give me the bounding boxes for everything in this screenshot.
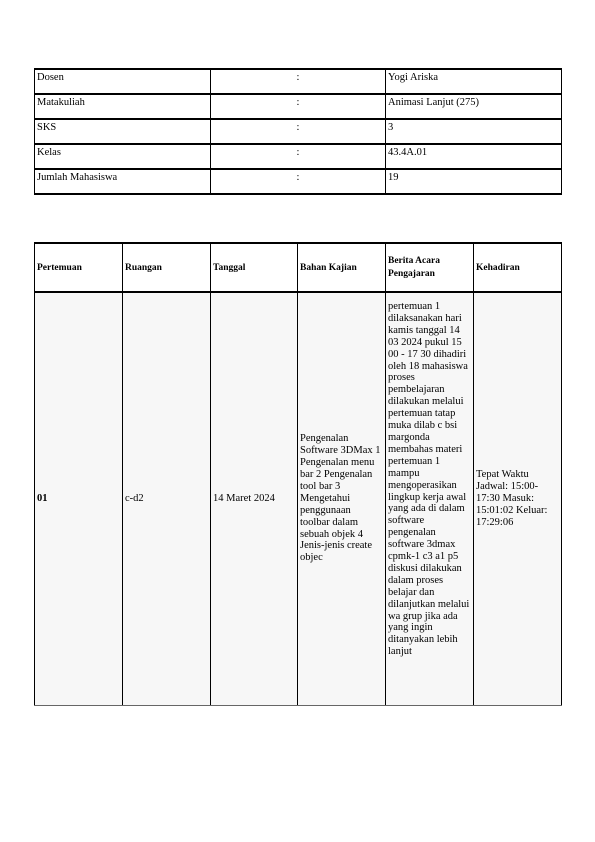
cell-berita-acara: pertemuan 1 dilaksanakan hari kamis tanggal 14 03 2024 pukul 15 00 - 17 30 dihadiri oleh 18 mahasiswa proses pembelajaran dilakukan melalui pertemuan tatap muka dilab c bsi margonda membahas materi pertemuan 1 mampu mengoperasikan lingkup kerja awal yang ada di dalam software pengenalan software 3dmax cpmk-1 c3 a1 p5 diskusi dilakukan dalam proses belajar dan dilanjutkan melalui wa grup jika ada yang ingin ditanyakan lebih lanjut (386, 292, 474, 705)
course-info-table (34, 68, 562, 195)
header-tanggal: Tanggal (211, 243, 298, 292)
attendance-table (34, 242, 562, 706)
cell-pertemuan: 01 (35, 292, 123, 705)
info-row-dosen (35, 69, 562, 94)
info-value: Animasi Lanjut (275) (386, 94, 562, 119)
info-label: Jumlah Mahasiswa (35, 169, 211, 194)
header-bahan-kajian: Bahan Kajian (298, 243, 386, 292)
info-value: 43.4A.01 (386, 144, 562, 169)
cell-bahan-kajian: Pengenalan Software 3DMax 1 Pengenalan menu bar 2 Pengenalan tool bar 3 Mengetahui penggunaan toolbar dalam sebuah objek 4 Jenis-jenis create objec (298, 292, 386, 705)
info-label: SKS (35, 119, 211, 144)
cell-tanggal: 14 Maret 2024 (211, 292, 298, 705)
info-separator: : (211, 119, 386, 144)
cell-ruangan: c-d2 (123, 292, 211, 705)
info-label: Kelas (35, 144, 211, 169)
info-separator: : (211, 94, 386, 119)
info-row-kelas (35, 144, 562, 169)
info-value: Yogi Ariska (386, 69, 562, 94)
header-kehadiran: Kehadiran (474, 243, 562, 292)
header-berita-acara: Berita Acara Pengajaran (386, 243, 474, 292)
info-label: Dosen (35, 69, 211, 94)
header-ruangan: Ruangan (123, 243, 211, 292)
info-separator: : (211, 69, 386, 94)
info-value: 3 (386, 119, 562, 144)
info-label: Matakuliah (35, 94, 211, 119)
header-pertemuan: Pertemuan (35, 243, 123, 292)
info-row-sks (35, 119, 562, 144)
table-row (35, 292, 562, 705)
info-value: 19 (386, 169, 562, 194)
info-row-jumlah-mahasiswa (35, 169, 562, 194)
info-row-matakuliah (35, 94, 562, 119)
info-separator: : (211, 169, 386, 194)
cell-kehadiran: Tepat Waktu Jadwal: 15:00-17:30 Masuk: 15:01:02 Keluar: 17:29:06 (474, 292, 562, 705)
table-header-row (35, 243, 562, 292)
info-separator: : (211, 144, 386, 169)
